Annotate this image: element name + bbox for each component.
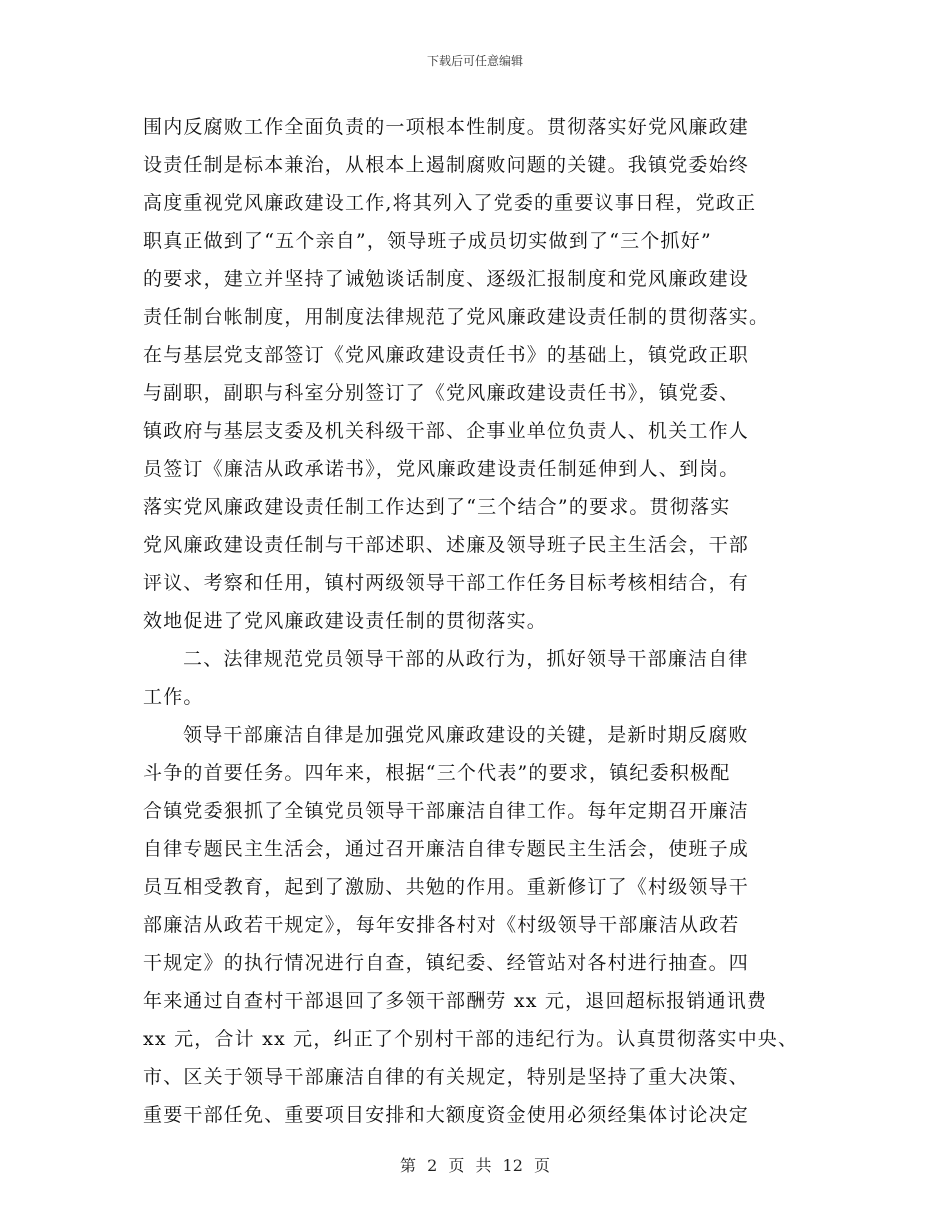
text-line: 设责任制是标本兼治，从根本上遏制腐败问题的关键。我镇党委始终: [143, 154, 750, 176]
text-line: 市、区关于领导干部廉洁自律的有关规定，特别是坚持了重大决策、: [143, 1066, 750, 1088]
text-line: 领导干部廉洁自律是加强党风廉政建设的关键，是新时期反腐败: [183, 724, 749, 746]
section-heading-line: 二、法律规范党员领导干部的从政行为，抓好领导干部廉洁自律: [183, 648, 749, 670]
text-line: 自律专题民主生活会，通过召开廉洁自律专题民主生活会，使班子成: [143, 838, 750, 860]
text-line: 在与基层党支部签订《党风廉政建设责任书》的基础上，镇党政正职: [143, 344, 750, 366]
text-line: 效地促进了党风廉政建设责任制的贯彻落实。: [143, 610, 548, 632]
text-line: 的要求，建立并坚持了诫勉谈话制度、逐级汇报制度和党风廉政建设: [143, 268, 750, 290]
text-line: 落实党风廉政建设责任制工作达到了“三个结合”的要求。贯彻落实: [143, 496, 731, 518]
page-header: 下载后可任意编辑: [426, 54, 523, 68]
page-number-footer: 第 2 页 共 12 页: [400, 1156, 550, 1175]
text-line: 责任制台帐制度，用制度法律规范了党风廉政建设责任制的贯彻落实。: [143, 306, 770, 328]
text-line: 员签订《廉洁从政承诺书》，党风廉政建设责任制延伸到人、到岗。: [143, 458, 740, 480]
text-line: 镇政府与基层支委及机关科级干部、企事业单位负责人、机关工作人: [143, 420, 750, 442]
text-line: 重要干部任免、重要项目安排和大额度资金使用必须经集体讨论决定: [143, 1104, 750, 1126]
text-line: 围内反腐败工作全面负责的一项根本性制度。贯彻落实好党风廉政建: [143, 116, 750, 138]
text-line: 职真正做到了“五个亲自”，领导班子成员切实做到了“三个抓好”: [143, 230, 712, 252]
text-line: 评议、考察和任用，镇村两级领导干部工作任务目标考核相结合，有: [143, 572, 750, 594]
text-line: 部廉洁从政若干规定》，每年安排各村对《村级领导干部廉洁从政若: [143, 914, 740, 936]
text-line: 高度重视党风廉政建设工作,将其列入了党委的重要议事日程，党政正: [143, 192, 757, 214]
document-body: [143, 108, 823, 1134]
text-line: 年来通过自查村干部退回了多领干部酬劳 xx 元，退回超标报销通讯费: [143, 990, 768, 1012]
text-line: xx 元，合计 xx 元，纠正了个别村干部的违纪行为。认真贯彻落实中央、: [143, 1028, 799, 1050]
text-line: 干规定》的执行情况进行自查，镇纪委、经管站对各村进行抽查。四: [143, 952, 750, 974]
text-line: 合镇党委狠抓了全镇党员领导干部廉洁自律工作。每年定期召开廉洁: [143, 800, 750, 822]
text-line: 与副职，副职与科室分别签订了《党风廉政建设责任书》，镇党委、: [143, 382, 740, 404]
section-heading-line: 工作。: [143, 686, 204, 708]
text-line: 党风廉政建设责任制与干部述职、述廉及领导班子民主生活会，干部: [143, 534, 750, 556]
text-line: 斗争的首要任务。四年来，根据“三个代表”的要求，镇纪委积极配: [143, 762, 731, 784]
text-line: 员互相受教育，起到了激励、共勉的作用。重新修订了《村级领导干: [143, 876, 750, 898]
